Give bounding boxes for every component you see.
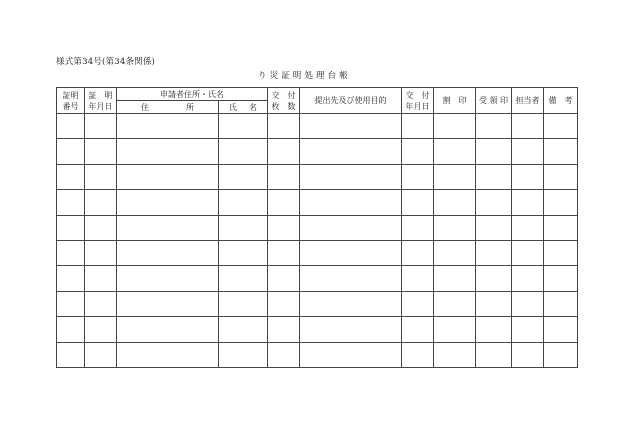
cell-name bbox=[219, 190, 268, 215]
cell-copies bbox=[268, 266, 300, 291]
table-row bbox=[57, 291, 578, 316]
cell-remarks bbox=[544, 114, 578, 139]
cell-address bbox=[117, 240, 219, 265]
cell-name bbox=[219, 240, 268, 265]
cell-tally-seal bbox=[434, 164, 476, 189]
cell-receipt-seal bbox=[476, 240, 512, 265]
cell-tally-seal bbox=[434, 114, 476, 139]
cell-tally-seal bbox=[434, 240, 476, 265]
cell-remarks bbox=[544, 164, 578, 189]
cell-staff bbox=[512, 317, 544, 342]
cell-remarks bbox=[544, 139, 578, 164]
cell-copies bbox=[268, 317, 300, 342]
header-cert-number bbox=[57, 88, 85, 114]
cell-cert-number bbox=[57, 342, 85, 367]
cell-name bbox=[219, 139, 268, 164]
header-issue-date-line2: 年月日 bbox=[405, 101, 430, 111]
cell-address bbox=[117, 266, 219, 291]
header-cert-date-line1: 証 明 bbox=[88, 90, 113, 100]
header-address-char1: 住 bbox=[141, 102, 149, 112]
cell-name bbox=[219, 266, 268, 291]
cell-remarks bbox=[544, 266, 578, 291]
cell-copies bbox=[268, 240, 300, 265]
cell-cert-date bbox=[85, 342, 117, 367]
header-cert-date-line2: 年月日 bbox=[88, 101, 113, 111]
cell-copies bbox=[268, 342, 300, 367]
header-address bbox=[117, 101, 219, 114]
cell-copies bbox=[268, 139, 300, 164]
cell-tally-seal bbox=[434, 291, 476, 316]
cell-copies bbox=[268, 114, 300, 139]
cell-tally-seal bbox=[434, 190, 476, 215]
cell-cert-date bbox=[85, 266, 117, 291]
cell-remarks bbox=[544, 317, 578, 342]
cell-address bbox=[117, 190, 219, 215]
cell-address bbox=[117, 291, 219, 316]
cell-name bbox=[219, 215, 268, 240]
cell-cert-number bbox=[57, 215, 85, 240]
cell-remarks bbox=[544, 291, 578, 316]
header-issue-date-line1: 交 付 bbox=[405, 90, 430, 100]
cell-remarks bbox=[544, 240, 578, 265]
cell-issue-date bbox=[402, 139, 434, 164]
cell-tally-seal bbox=[434, 215, 476, 240]
cell-issue-date bbox=[402, 215, 434, 240]
cell-cert-date bbox=[85, 114, 117, 139]
cell-cert-date bbox=[85, 291, 117, 316]
ledger-table bbox=[56, 87, 578, 368]
cell-name bbox=[219, 342, 268, 367]
cell-receipt-seal bbox=[476, 317, 512, 342]
cell-receipt-seal bbox=[476, 114, 512, 139]
header-name-char2: 名 bbox=[249, 102, 257, 112]
cell-address bbox=[117, 317, 219, 342]
header-remarks: 備 考 bbox=[544, 88, 578, 114]
cell-staff bbox=[512, 164, 544, 189]
cell-name bbox=[219, 291, 268, 316]
cell-receipt-seal bbox=[476, 342, 512, 367]
cell-issue-date bbox=[402, 190, 434, 215]
cell-receipt-seal bbox=[476, 190, 512, 215]
form-number: 様式第34号(第34条関係) bbox=[56, 57, 156, 67]
cell-tally-seal bbox=[434, 317, 476, 342]
cell-name bbox=[219, 317, 268, 342]
cell-staff bbox=[512, 240, 544, 265]
cell-receipt-seal bbox=[476, 215, 512, 240]
cell-name bbox=[219, 164, 268, 189]
table-row bbox=[57, 114, 578, 139]
cell-remarks bbox=[544, 215, 578, 240]
header-copies-line1: 交 付 bbox=[271, 90, 296, 100]
cell-purpose bbox=[300, 342, 402, 367]
header-receipt-seal: 受 領 印 bbox=[476, 88, 512, 114]
cell-cert-date bbox=[85, 190, 117, 215]
cell-staff bbox=[512, 342, 544, 367]
header-cert-number-line1: 証明 bbox=[62, 90, 79, 100]
cell-cert-date bbox=[85, 139, 117, 164]
cell-purpose bbox=[300, 291, 402, 316]
cell-tally-seal bbox=[434, 139, 476, 164]
cell-tally-seal bbox=[434, 342, 476, 367]
table-row bbox=[57, 317, 578, 342]
cell-address bbox=[117, 139, 219, 164]
table-row bbox=[57, 190, 578, 215]
cell-issue-date bbox=[402, 317, 434, 342]
cell-purpose bbox=[300, 114, 402, 139]
cell-purpose bbox=[300, 164, 402, 189]
cell-cert-number bbox=[57, 114, 85, 139]
cell-receipt-seal bbox=[476, 139, 512, 164]
cell-purpose bbox=[300, 139, 402, 164]
cell-staff bbox=[512, 291, 544, 316]
cell-issue-date bbox=[402, 240, 434, 265]
cell-receipt-seal bbox=[476, 266, 512, 291]
cell-tally-seal bbox=[434, 266, 476, 291]
cell-receipt-seal bbox=[476, 164, 512, 189]
cell-cert-date bbox=[85, 317, 117, 342]
table-row bbox=[57, 266, 578, 291]
table-row bbox=[57, 240, 578, 265]
cell-copies bbox=[268, 215, 300, 240]
cell-cert-number bbox=[57, 190, 85, 215]
cell-issue-date bbox=[402, 164, 434, 189]
cell-cert-number bbox=[57, 240, 85, 265]
cell-purpose bbox=[300, 190, 402, 215]
cell-address bbox=[117, 342, 219, 367]
header-issue-date bbox=[402, 88, 434, 114]
cell-staff bbox=[512, 139, 544, 164]
header-copies-line2: 枚 数 bbox=[271, 101, 296, 111]
cell-cert-number bbox=[57, 164, 85, 189]
ledger-title: り 災 証 明 処 理 台 帳 bbox=[258, 71, 348, 81]
cell-staff bbox=[512, 190, 544, 215]
cell-purpose bbox=[300, 215, 402, 240]
cell-staff bbox=[512, 114, 544, 139]
cell-purpose bbox=[300, 240, 402, 265]
cell-cert-date bbox=[85, 164, 117, 189]
cell-staff bbox=[512, 215, 544, 240]
header-purpose: 提出先及び使用目的 bbox=[300, 88, 402, 114]
cell-name bbox=[219, 114, 268, 139]
cell-cert-number bbox=[57, 139, 85, 164]
cell-address bbox=[117, 215, 219, 240]
cell-issue-date bbox=[402, 291, 434, 316]
cell-cert-date bbox=[85, 215, 117, 240]
header-address-char2: 所 bbox=[186, 102, 194, 112]
table-row bbox=[57, 342, 578, 367]
cell-copies bbox=[268, 190, 300, 215]
cell-receipt-seal bbox=[476, 291, 512, 316]
cell-cert-date bbox=[85, 240, 117, 265]
header-cert-number-line2: 番号 bbox=[62, 101, 79, 111]
cell-issue-date bbox=[402, 114, 434, 139]
cell-purpose bbox=[300, 266, 402, 291]
header-staff: 担当者 bbox=[512, 88, 544, 114]
cell-address bbox=[117, 164, 219, 189]
cell-issue-date bbox=[402, 342, 434, 367]
header-applicant-group: 申請者住所・氏名 bbox=[117, 88, 268, 101]
cell-cert-number bbox=[57, 317, 85, 342]
cell-remarks bbox=[544, 342, 578, 367]
cell-copies bbox=[268, 164, 300, 189]
header-cert-date bbox=[85, 88, 117, 114]
cell-cert-number bbox=[57, 266, 85, 291]
cell-copies bbox=[268, 291, 300, 316]
cell-cert-number bbox=[57, 291, 85, 316]
cell-staff bbox=[512, 266, 544, 291]
header-name bbox=[219, 101, 268, 114]
header-copies bbox=[268, 88, 300, 114]
table-row bbox=[57, 139, 578, 164]
header-name-char1: 氏 bbox=[229, 102, 237, 112]
cell-purpose bbox=[300, 317, 402, 342]
cell-issue-date bbox=[402, 266, 434, 291]
header-tally-seal: 割 印 bbox=[434, 88, 476, 114]
cell-address bbox=[117, 114, 219, 139]
cell-remarks bbox=[544, 190, 578, 215]
table-row bbox=[57, 215, 578, 240]
table-row bbox=[57, 164, 578, 189]
